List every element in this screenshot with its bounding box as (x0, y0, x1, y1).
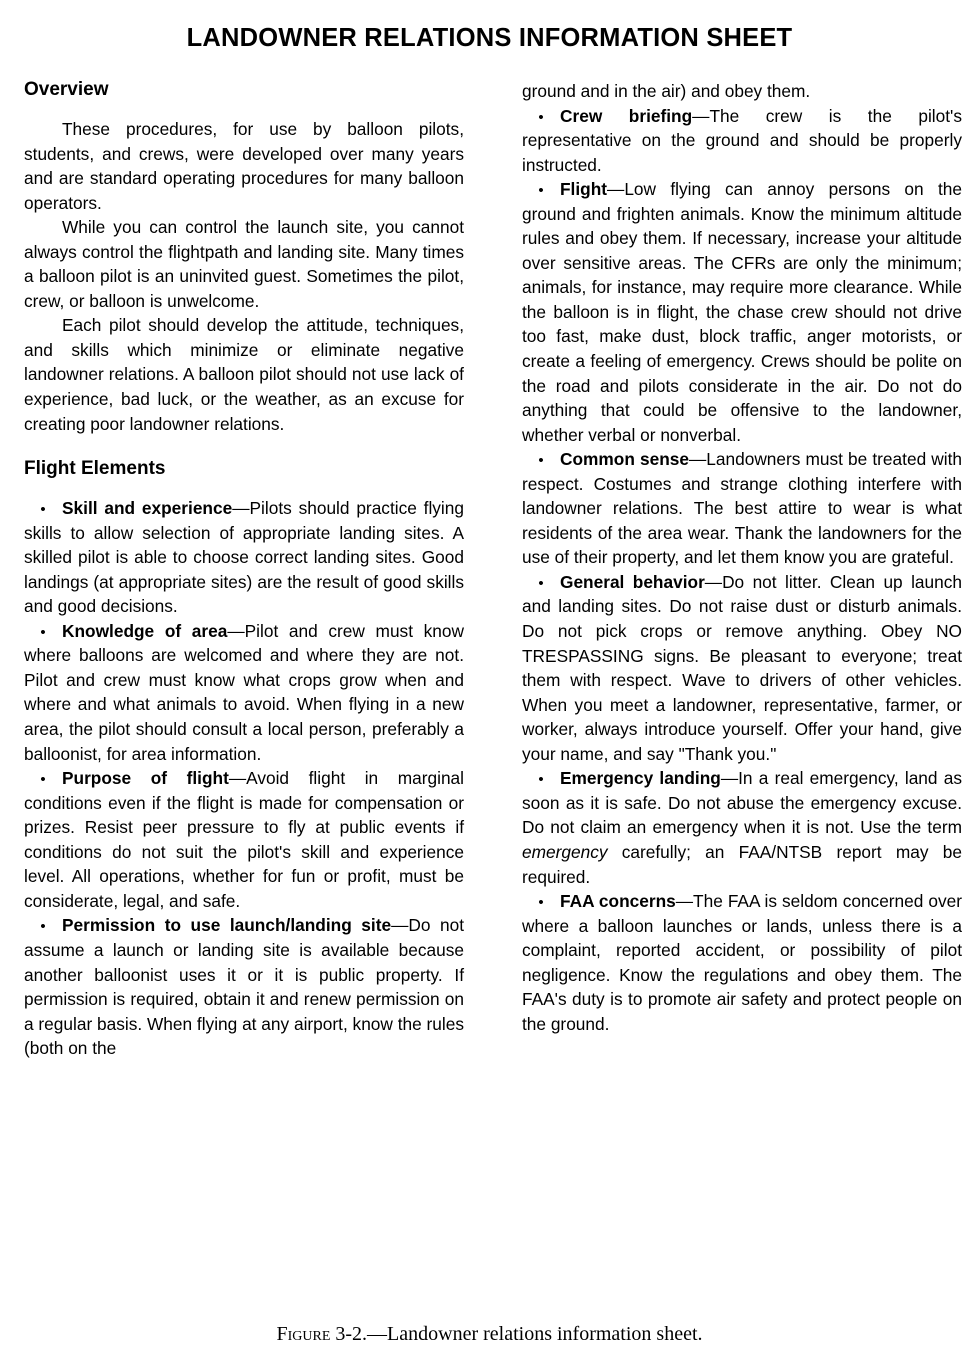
right-column (522, 79, 962, 1036)
list-item-term: Crew briefing (560, 105, 693, 126)
bullet-icon: • (538, 108, 544, 126)
list-item-term: General behavior (560, 571, 705, 592)
list-item (24, 619, 464, 766)
two-column-body (24, 79, 963, 1061)
figure-caption (0, 1323, 979, 1346)
list-item-text: —The FAA is seldom concerned over where a balloon launches or lands, unless there is a complaint, reported accident, or possibility of pilot negligence. Know the regulations and obey them. The FAA's duty is to promote air safety and protect people on the ground. (522, 891, 963, 1034)
list-item-text: —Pilots should practice flying skills to allow selection of appropriate landing sites. A skilled pilot is able to choose correct landing sites. Good landings (at appropriate sites) are the result of good skills and good decisions. (24, 498, 464, 617)
list-item-text-after: carefully; an FAA/NTSB report may be required. (522, 841, 962, 887)
list-item-term: Knowledge of area (62, 620, 228, 641)
overview-paragraph-2: While you can control the launch site, you cannot always control the flightpath and landing site. Many times a balloon pilot is an uninvited guest. Sometimes the pilot, crew, or balloon is unwelcome. (24, 217, 464, 311)
list-item (24, 913, 464, 1060)
list-item-text: —Low flying can annoy persons on the ground and frighten animals. Know the minimum altitude rules and obey them. If necessary, increase your altitude over sensitive areas. The CFRs are only the minimum; animals, for instance, may require more clearance. While the balloon is in flight, the chase crew should not drive too fast, make dust, block traffic, anger motorists, or create a feeling of emergency. Crews should be polite on the road and pilots considerate in the air. Do not do anything that could be offensive to the landowner, whether verbal or nonverbal. (522, 179, 962, 445)
list-item-term: Skill and experience (62, 498, 233, 519)
figure-caption-label: Figure 3-2. (276, 1323, 368, 1345)
list-item-italic-word: emergency (522, 841, 608, 862)
bullet-icon: • (538, 574, 544, 592)
list-item (522, 104, 962, 178)
list-item-term: Common sense (560, 449, 689, 470)
bullet-icon: • (40, 918, 46, 936)
list-item-text: —Landowners must be treated with respect. Costumes and strange clothing interfere with landowner relations. The best attire to wear is what residents of the area wear. Thank the landowners for the use of their property, and let them know you are grateful. (522, 449, 963, 568)
list-item (522, 177, 962, 447)
bullet-icon: • (538, 894, 544, 912)
list-item-term: Permission to use launch/landing site (62, 915, 392, 936)
list-item (24, 496, 464, 619)
list-item-text: —Do not litter. Clean up launch and landing sites. Do not raise dust or disturb animals. Do not pick crops or remove anything. Obey NO TRESPASSING signs. Be pleasant to everyone; treat them with respect. Wave to drivers of other vehicles. When you meet a landowner, representative, farmer, or worker, always introduce yourself. Offer your hand, give your name, and say "Thank you." (522, 571, 962, 764)
list-item (522, 447, 962, 570)
page-title: LANDOWNER RELATIONS INFORMATION SHEET (186, 24, 793, 52)
continuation-paragraph: ground and in the air) and obey them. (522, 81, 811, 101)
bullet-icon: • (40, 623, 46, 641)
list-item-term: Purpose of flight (62, 768, 229, 789)
overview-paragraph-3: Each pilot should develop the attitude, techniques, and skills which minimize or eliminate negative landowner relations. A balloon pilot should not use lack of experience, bad luck, or the weather, as an excuse for creating poor landowner relations. (24, 315, 464, 434)
list-item-text: —Avoid flight in marginal conditions even if the flight is made for compensation or prizes. Resist peer pressure to fly at public events if conditions do not suit the pilot's skill and experience level. All operations, whether for fun or profit, must be considerate, legal, and safe. (24, 768, 465, 911)
flight-elements-heading: Flight Elements (24, 458, 166, 480)
overview-heading: Overview (24, 79, 109, 100)
list-item (522, 570, 962, 766)
list-item-text-before: —In a real emergency, land as soon as it is safe. Do not abuse the emergency excuse. Do not claim an emergency when it is not. Use the term (522, 768, 962, 838)
overview-paragraph-1: These procedures, for use by balloon pilots, students, and crews, were developed over many years and are standard operating procedures for many balloon operators. (24, 119, 464, 213)
list-item-text: —Do not assume a launch or landing site is available because another balloonist uses it or it is public property. If permission is required, obtain it and renew permission on a regular basis. When flying at any airport, know the rules (both on the (24, 915, 464, 1059)
bullet-icon: • (538, 452, 544, 470)
list-item-text: —Pilot and crew must know where balloons are welcomed and where they are not. Pilot and crew must know what crops grow when and where and what animals to avoid. When flying in a new area, the pilot should consult a local person, preferably a balloonist, for area information. (24, 620, 464, 764)
list-item-term: Emergency landing (560, 768, 721, 789)
list-item (24, 766, 464, 913)
left-column (24, 79, 464, 1061)
list-item (522, 889, 962, 1036)
bullet-icon: • (538, 771, 544, 789)
bullet-icon: • (40, 501, 46, 519)
bullet-icon: • (40, 771, 46, 789)
figure-caption-text: —Landowner relations information sheet. (367, 1323, 703, 1345)
list-item-term: FAA concerns (560, 891, 676, 912)
list-item-text: —The crew is the pilot's representative on the ground and should be properly instructed. (522, 105, 962, 175)
bullet-icon: • (538, 182, 544, 200)
list-item-term: Flight (560, 179, 608, 200)
list-item (522, 766, 962, 889)
